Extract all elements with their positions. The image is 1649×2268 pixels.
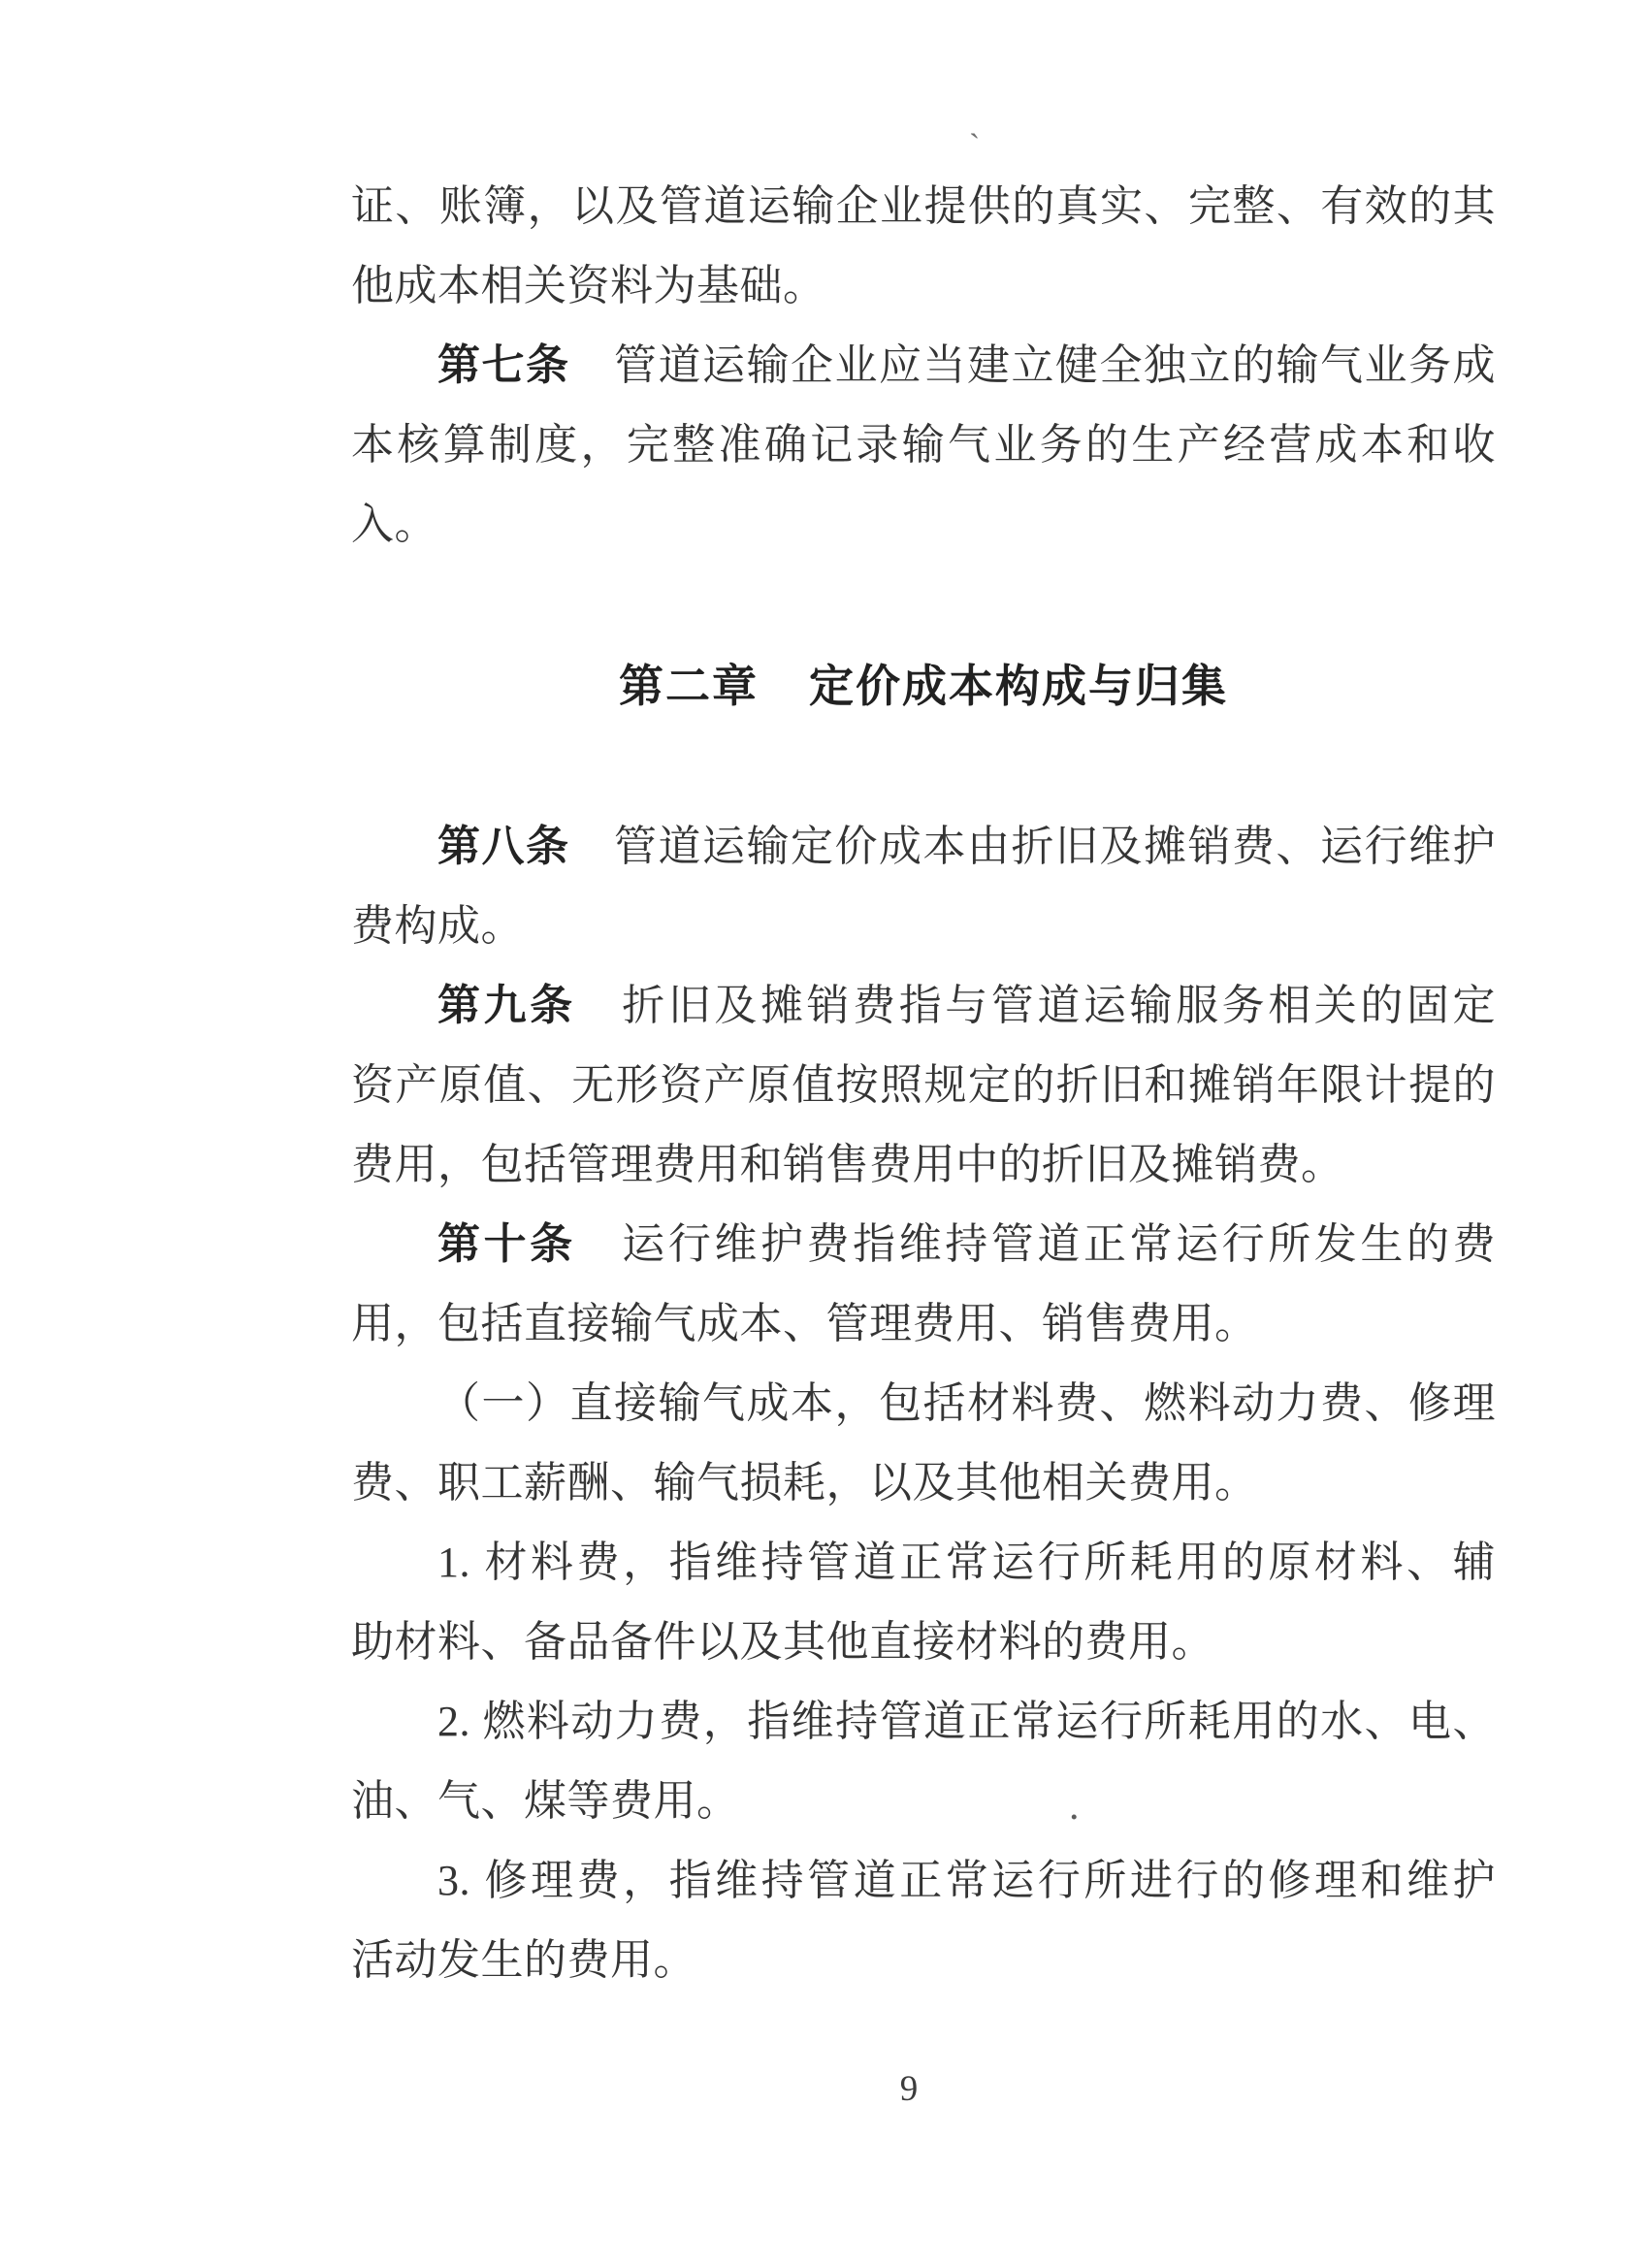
text-line: 油、气、煤等费用。 — [351, 1777, 740, 1825]
text-line: 费用，包括管理费用和销售费用中的折旧及摊销费。 — [351, 1141, 1344, 1188]
text-line: 第十条 运行维护费指维持管道正常运行所发生的费 — [437, 1220, 1497, 1268]
text-line: 第九条 折旧及摊销费指与管道运输服务相关的固定 — [437, 982, 1497, 1029]
chapter-heading-label: 第二章 — [619, 661, 759, 711]
paragraph — [351, 1205, 1496, 1364]
text-line: 助材料、备品备件以及其他直接材料的费用。 — [351, 1618, 1214, 1666]
text-line: （一）直接输气成本，包括材料费、燃料动力费、修理 — [437, 1379, 1496, 1427]
document-body — [351, 167, 1496, 2000]
chapter-heading-title: 定价成本构成与归集 — [809, 661, 1228, 711]
article-number: 第七条 — [437, 341, 570, 389]
text-line: 第八条 管道运输定价成本由折旧及摊销费、运行维护 — [437, 823, 1496, 870]
text-line: 入。 — [351, 501, 437, 548]
article-number: 第九条 — [437, 982, 576, 1029]
text-line: 费、职工薪酬、输气损耗，以及其他相关费用。 — [351, 1459, 1258, 1507]
paragraph — [351, 326, 1496, 565]
article-number: 第八条 — [437, 823, 570, 870]
scan-speck-artifact: ` — [969, 128, 981, 164]
article-number: 第十条 — [437, 1220, 576, 1268]
chapter-heading — [351, 646, 1496, 726]
paragraph — [351, 1523, 1496, 1682]
text-line: 证、账簿，以及管道运输企业提供的真实、完整、有效的其 — [351, 182, 1496, 230]
paragraph — [351, 1364, 1496, 1523]
text-line: 资产原值、无形资产原值按照规定的折旧和摊销年限计提的 — [351, 1061, 1496, 1109]
text-line: 3. 修理费，指维持管道正常运行所进行的修理和维护 — [437, 1857, 1496, 1904]
paragraph — [351, 966, 1496, 1205]
text-line: 第七条 管道运输企业应当建立健全独立的输气业务成 — [437, 341, 1496, 389]
paragraph — [351, 1841, 1496, 2000]
paragraph — [351, 1682, 1496, 1841]
text-line: 本核算制度，完整准确记录输气业务的生产经营成本和收 — [351, 421, 1496, 469]
text-line: 活动发生的费用。 — [351, 1936, 696, 1984]
text-line: 2. 燃料动力费，指维持管道正常运行所耗用的水、电、 — [437, 1698, 1496, 1745]
text-line: 1. 材料费，指维持管道正常运行所耗用的原材料、辅 — [437, 1539, 1496, 1586]
text-line: 用，包括直接输气成本、管理费用、销售费用。 — [351, 1300, 1258, 1347]
page-number: 9 — [899, 2069, 919, 2109]
text-line: 他成本相关资料为基础。 — [351, 262, 826, 309]
text-line: 费构成。 — [351, 902, 524, 950]
paragraph — [351, 167, 1496, 326]
scan-dot-artifact: . — [1069, 1784, 1080, 1829]
paragraph — [351, 807, 1496, 966]
